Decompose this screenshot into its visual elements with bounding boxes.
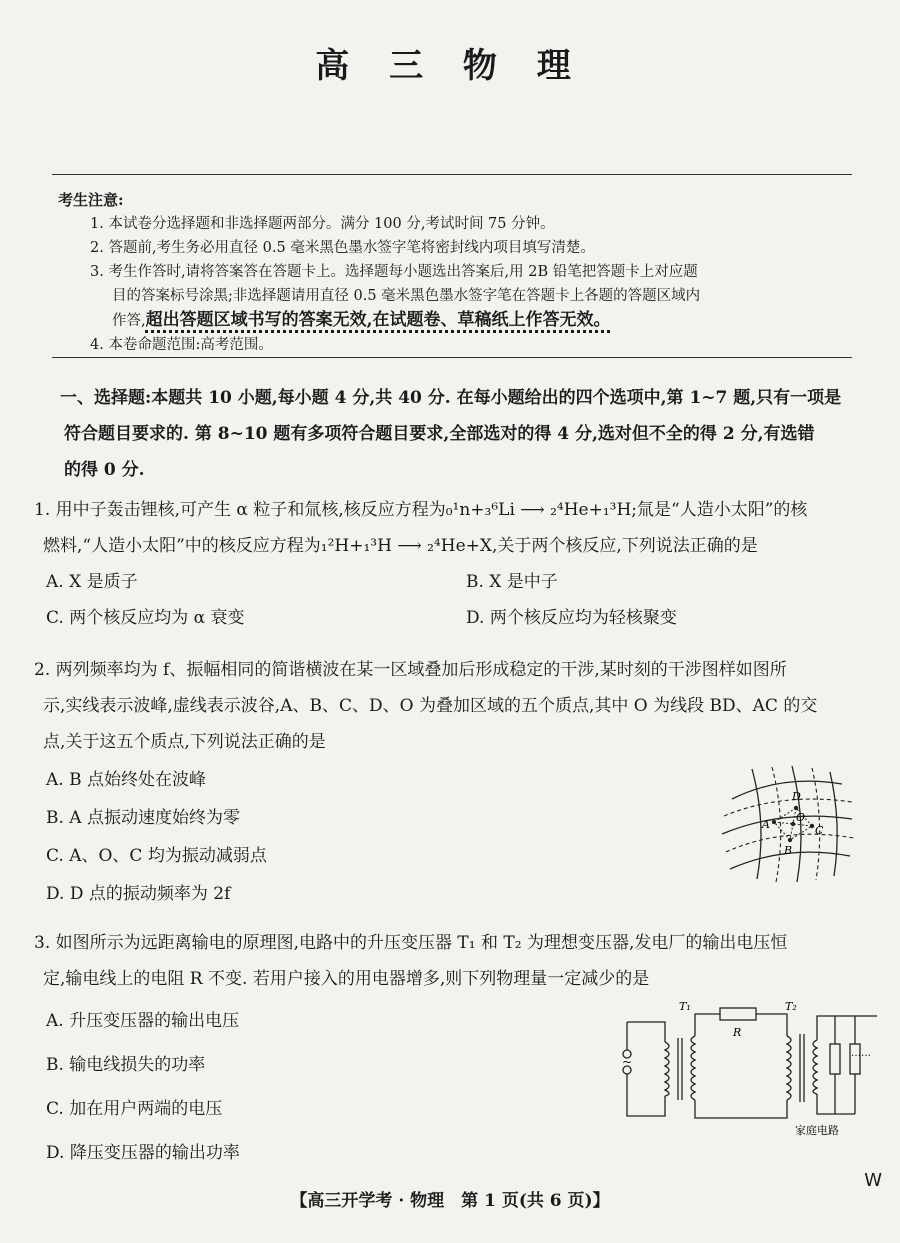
wave-crest-line <box>732 781 842 799</box>
point-c <box>810 824 814 828</box>
notice-item-3-cont2 <box>58 308 858 333</box>
transmission-line-top <box>695 1014 720 1036</box>
q3-option-a: A. 升压变压器的输出电压 <box>46 1011 240 1031</box>
page-footer: 【高三开学考 · 物理 第 1 页(共 6 页)】 <box>290 1191 610 1211</box>
label-r: R <box>733 1026 742 1039</box>
label-a: A <box>762 818 770 831</box>
label-source: ~ <box>622 1055 633 1069</box>
resistor-r <box>720 1008 756 1020</box>
transmission-line-top <box>756 1014 787 1036</box>
transmission-line-bottom <box>695 1100 787 1118</box>
q1-option-b: B. X 是中子 <box>466 572 558 592</box>
load-1 <box>830 1044 840 1074</box>
q2-option-d: D. D 点的振动频率为 2f <box>46 884 231 904</box>
point-o <box>791 822 795 826</box>
q1-stem-line-2: 燃料,“人造小太阳”中的核反应方程为₁²H+₁³H ⟶ ₂⁴He+X,关于两个核反应,下列说法正确的是 <box>43 536 758 556</box>
wave-crest-line <box>830 772 837 876</box>
q3-stem-line-2: 定,输电线上的电阻 R 不变. 若用户接入的用电器增多,则下列物理量一定减少的是 <box>43 969 650 989</box>
point-d <box>794 806 798 810</box>
notice-item-1: 1. 本试卷分选择题和非选择题两部分。满分 100 分,考试时间 75 分钟。 <box>90 216 555 232</box>
q2-stem-line-3: 点,关于这五个质点,下列说法正确的是 <box>43 732 326 752</box>
notice-item-4: 4. 本卷命题范围:高考范围。 <box>90 337 273 353</box>
page-title: 高 三 物 理 <box>315 46 585 86</box>
wire <box>627 1074 665 1116</box>
q2-stem-line-2: 示,实线表示波峰,虚线表示波谷,A、B、C、D、O 为叠加区域的五个质点,其中 O 为线段 BD、AC 的交 <box>43 696 818 716</box>
q3-option-c: C. 加在用户两端的电压 <box>46 1099 223 1119</box>
q3-option-d: D. 降压变压器的输出功率 <box>46 1143 240 1163</box>
q2-option-a: A. B 点始终处在波峰 <box>46 770 206 790</box>
interference-figure <box>712 764 862 884</box>
section-heading <box>60 380 870 488</box>
section-line-3: 的得 0 分. <box>64 460 145 480</box>
notice-title: 考生注意: <box>58 191 124 209</box>
q1-options-row-1 <box>34 564 874 600</box>
notice-divider <box>52 357 852 358</box>
notice-item-3: 3. 考生作答时,请将答案答在答题卡上。选择题每小题选出答案后,用 2B 铅笔把答题卡上对应题 <box>90 264 698 280</box>
notice-item-3-lead: 作答, <box>112 313 146 329</box>
q1-stem-line-1: 1. 用中子轰击锂核,可产生 α 粒子和氚核,核反应方程为₀¹n+₃⁶Li ⟶ ₂⁴He+₁³H;氚是“人造小太阳”的核 <box>34 500 808 520</box>
t2-primary-coil <box>787 1036 791 1100</box>
t2-secondary-coil <box>813 1040 817 1094</box>
paper-version-tag: W <box>864 1170 882 1191</box>
wire <box>627 1022 665 1042</box>
label-b: B <box>784 844 793 857</box>
q2-stem-line-1: 2. 两列频率均为 f、振幅相同的简谐横波在某一区域叠加后形成稳定的干涉,某时刻的干涉图样如图所 <box>34 660 787 680</box>
label-t2: T₂ <box>785 1000 797 1013</box>
label-home-circuit: 家庭电路 <box>795 1124 839 1137</box>
question-1 <box>34 492 874 636</box>
transmission-circuit-figure <box>615 1000 880 1140</box>
q1-option-a: A. X 是质子 <box>46 572 138 592</box>
q1-option-c: C. 两个核反应均为 α 衰变 <box>46 608 245 628</box>
notice-item-3-cont: 目的答案标号涂黑;非选择题请用直径 0.5 毫米黑色墨水签字笔在答题卡上各题的答题区域内 <box>112 288 701 304</box>
section-line-2: 符合题目要求的. 第 8~10 题有多项符合题目要求,全部选对的得 4 分,选对但不全的得 2 分,有选错 <box>64 424 815 444</box>
label-o: O <box>796 811 806 824</box>
label-c: C <box>815 824 824 837</box>
label-t1: T₁ <box>679 1000 691 1013</box>
q1-options-row-2 <box>34 600 874 636</box>
q2-option-b: B. A 点振动速度始终为零 <box>46 808 240 828</box>
notice-box <box>58 188 858 357</box>
point-a <box>772 820 776 824</box>
top-divider <box>52 174 852 175</box>
section-line-1: 一、选择题:本题共 10 小题,每小题 4 分,共 40 分. 在每小题给出的四个选项中,第 1~7 题,只有一项是 <box>60 388 842 408</box>
q3-stem-line-1: 3. 如图所示为远距离输电的原理图,电路中的升压变压器 T₁ 和 T₂ 为理想变压器,发电厂的输出电压恒 <box>34 933 788 953</box>
q2-option-c: C. A、O、C 均为振动减弱点 <box>46 846 267 866</box>
q3-option-b: B. 输电线损失的功率 <box>46 1055 206 1075</box>
t1-primary-coil <box>665 1042 669 1096</box>
home-line-top <box>817 1016 877 1040</box>
point-b <box>788 838 792 842</box>
label-d: D <box>792 790 801 803</box>
notice-item-2: 2. 答题前,考生务必用直径 0.5 毫米黑色墨水签字笔将密封线内项目填写清楚。 <box>90 240 595 256</box>
wave-crest-line <box>722 816 852 834</box>
label-more-loads: …… <box>851 1048 871 1059</box>
notice-emphasis: 超出答题区域书写的答案无效,在试题卷、草稿纸上作答无效。 <box>145 310 611 330</box>
t1-secondary-coil <box>691 1036 695 1100</box>
home-line-bottom <box>817 1094 855 1114</box>
q1-option-d: D. 两个核反应均为轻核聚变 <box>466 608 677 628</box>
